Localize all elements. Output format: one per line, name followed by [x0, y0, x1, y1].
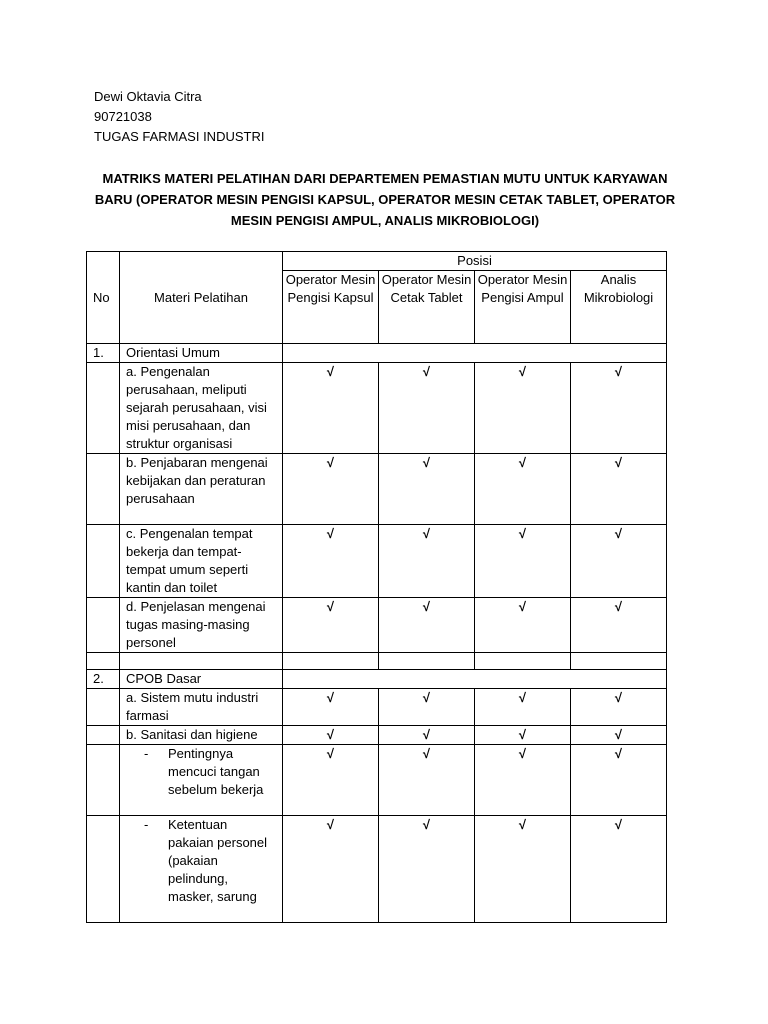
empty-cell [87, 816, 120, 923]
dash-bullet: - [144, 746, 149, 761]
section-number: 2. [87, 670, 120, 689]
empty-cell [283, 653, 379, 670]
blank-row [87, 653, 667, 670]
header-materi: Materi Pelatihan [120, 252, 283, 344]
empty-cell [87, 653, 120, 670]
item-label: a. Sistem mutu industri farmasi [120, 689, 283, 726]
empty-cell [87, 525, 120, 598]
sub-item [120, 745, 280, 799]
course-name: TUGAS FARMASI INDUSTRI [94, 129, 265, 144]
check-mark: √ [379, 598, 475, 653]
check-mark: √ [571, 363, 667, 454]
header-position-2: Operator Mesin Cetak Tablet [379, 271, 475, 344]
section-title: CPOB Dasar [120, 670, 283, 689]
check-mark: √ [571, 726, 667, 745]
training-matrix-table [86, 251, 667, 923]
sub-item [120, 816, 280, 906]
check-mark: √ [475, 816, 571, 923]
empty-cell [475, 653, 571, 670]
check-mark: √ [283, 689, 379, 726]
sub-item-cell [120, 816, 283, 923]
dash-bullet: - [144, 817, 149, 832]
table-row [87, 745, 667, 816]
check-mark: √ [571, 525, 667, 598]
check-mark: √ [571, 745, 667, 816]
check-mark: √ [379, 689, 475, 726]
check-mark: √ [283, 816, 379, 923]
header-row-posisi [87, 252, 667, 271]
check-mark: √ [379, 454, 475, 525]
check-mark: √ [379, 816, 475, 923]
item-label: b. Penjabaran mengenai kebijakan dan peraturan perusahaan [120, 454, 283, 525]
author-block [94, 87, 264, 147]
check-mark: √ [283, 745, 379, 816]
sub-item-label: Ketentuan pakaian personel (pakaian pelindung, masker, sarung [168, 817, 268, 904]
check-mark: √ [283, 598, 379, 653]
header-position-4: Analis Mikrobiologi [571, 271, 667, 344]
empty-cell [87, 689, 120, 726]
sub-item-cell [120, 745, 283, 816]
item-label: c. Pengenalan tempat bekerja dan tempat-tempat umum seperti kantin dan toilet [120, 525, 283, 598]
check-mark: √ [475, 598, 571, 653]
header-position-3: Operator Mesin Pengisi Ampul [475, 271, 571, 344]
check-mark: √ [475, 689, 571, 726]
check-mark: √ [283, 726, 379, 745]
document-title: MATRIKS MATERI PELATIHAN DARI DEPARTEMEN PEMASTIAN MUTU UNTUK KARYAWAN BARU (OPERATOR MESIN PENGISI KAPSUL, OPERATOR MESIN CETAK TABLET, OPERATOR MESIN PENGISI AMPUL, ANALIS MIKROBIOLOGI) [94, 171, 676, 228]
section-row [87, 344, 667, 363]
section-row [87, 670, 667, 689]
check-mark: √ [379, 363, 475, 454]
check-mark: √ [475, 454, 571, 525]
check-mark: √ [283, 525, 379, 598]
empty-cell [571, 653, 667, 670]
table-row [87, 454, 667, 525]
check-mark: √ [379, 525, 475, 598]
item-label: d. Penjelasan mengenai tugas masing-masing personel [120, 598, 283, 653]
empty-cell [283, 344, 667, 363]
table-row [87, 598, 667, 653]
check-mark: √ [379, 745, 475, 816]
table-row [87, 816, 667, 923]
check-mark: √ [571, 689, 667, 726]
check-mark: √ [283, 363, 379, 454]
check-mark: √ [475, 745, 571, 816]
table-row [87, 689, 667, 726]
section-number: 1. [87, 344, 120, 363]
empty-cell [87, 363, 120, 454]
check-mark: √ [571, 454, 667, 525]
check-mark: √ [475, 363, 571, 454]
section-title: Orientasi Umum [120, 344, 283, 363]
table-row [87, 726, 667, 745]
sub-item-label: Pentingnya mencuci tangan sebelum bekerja [168, 746, 264, 797]
check-mark: √ [571, 598, 667, 653]
header-posisi: Posisi [283, 252, 667, 271]
empty-cell [87, 598, 120, 653]
header-no: No [87, 252, 120, 344]
empty-cell [87, 745, 120, 816]
check-mark: √ [571, 816, 667, 923]
empty-cell [120, 653, 283, 670]
table-row [87, 525, 667, 598]
check-mark: √ [283, 454, 379, 525]
empty-cell [87, 454, 120, 525]
empty-cell [87, 726, 120, 745]
table-row [87, 363, 667, 454]
empty-cell [379, 653, 475, 670]
item-label: b. Sanitasi dan higiene [120, 726, 283, 745]
empty-cell [283, 670, 667, 689]
item-label: a. Pengenalan perusahaan, meliputi sejarah perusahaan, visi misi perusahaan, dan struktur organisasi [120, 363, 283, 454]
check-mark: √ [379, 726, 475, 745]
header-position-1: Operator Mesin Pengisi Kapsul [283, 271, 379, 344]
check-mark: √ [475, 726, 571, 745]
author-id: 90721038 [94, 109, 152, 124]
check-mark: √ [475, 525, 571, 598]
author-name: Dewi Oktavia Citra [94, 89, 202, 104]
